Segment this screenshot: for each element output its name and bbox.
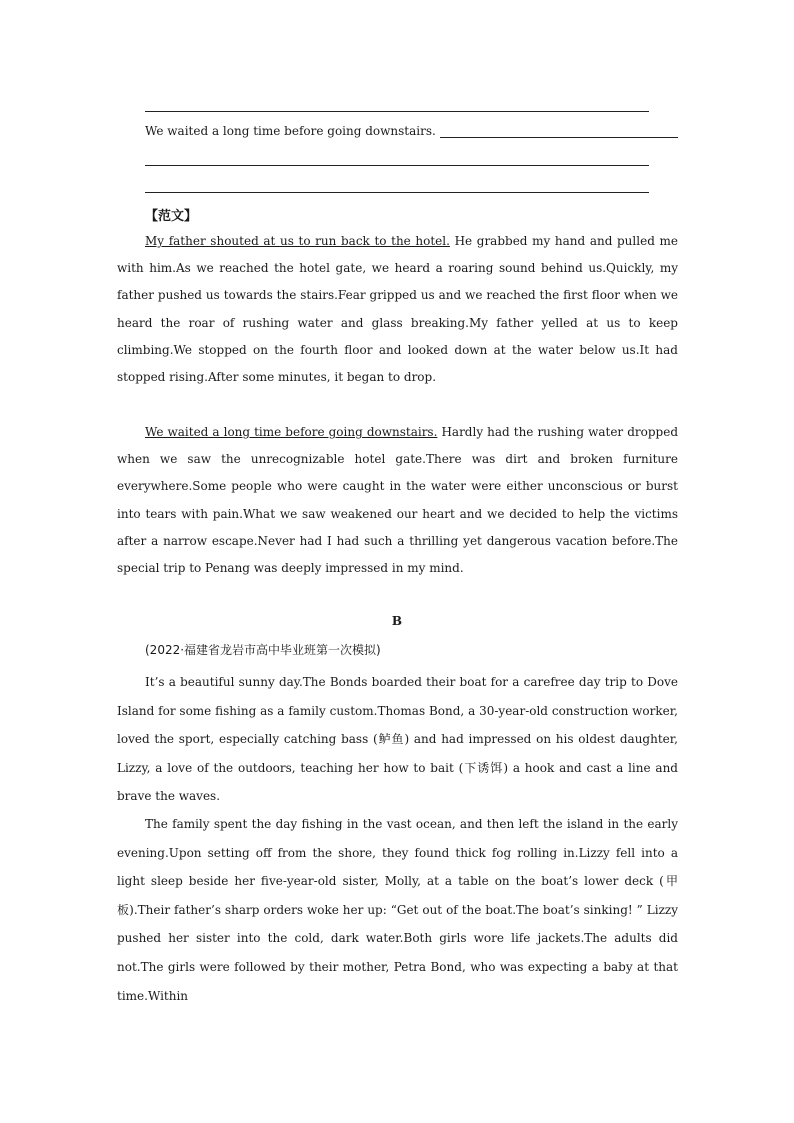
answer-blank-inline[interactable] [440, 125, 678, 138]
model-essay-p2-lead: We waited a long time before going downstairs. [145, 425, 438, 439]
section-letter: B [391, 614, 403, 628]
model-essay-p1-lead: My father shouted at us to run back to the hotel. [145, 234, 450, 248]
story-paragraph-2: The family spent the day fishing in the vast ocean, and then left the island in the early evening.Upon setting off from the shore, they found thick fog rolling in.Lizzy fell into a light sleep beside her five-year-old sister, Molly, at a table on the boat’s lower deck (甲板).Their father’s sharp orders woke her up: “Get out of the boat.The boat’s sinking! ” Lizzy pushed her sister into the cold, dark water.Both girls wore life jackets.The adults did not.The girls were followed by their mother, Petra Bond, who was expecting a baby at that time.Within [117, 817, 678, 1003]
model-essay-p2-body: Hardly had the rushing water dropped when we saw the unrecognizable hotel gate.There was dirt and broken furniture everywhere.Some people who were caught in the water were either unconscious or burst into tears with pain.What we saw weakened our heart and we decided to help the victims after a narrow escape.Never had I had such a thrilling yet dangerous vacation before.The special trip to Penang was deeply impressed in my mind. [117, 425, 678, 576]
model-essay-p1-body: He grabbed my hand and pulled me with him.As we reached the hotel gate, we heard a roaring sound behind us.Quickly, my father pushed us towards the stairs.Fear gripped us and we reached the first floor when we heard the roar of rushing water and glass breaking.My father yelled at us to keep climbing.We stopped on the fourth floor and looked down at the water below us.It had stopped rising.After some minutes, it began to drop. [117, 234, 678, 385]
answer-blank-line-2[interactable] [145, 165, 649, 166]
answer-prompt-row [145, 124, 678, 138]
story-paragraph-1: It’s a beautiful sunny day.The Bonds boarded their boat for a carefree day trip to Dove Island for some fishing as a family custom.Thomas Bond, a 30-year-old construction worker, loved the sport, especially catching bass (鲈鱼) and had impressed on his oldest daughter, Lizzy, a love of the outdoors, teaching her how to bait (下诱饵) a hook and cast a line and brave the waves. [117, 675, 678, 804]
answer-prompt-text: We waited a long time before going downstairs. [145, 124, 436, 138]
answer-blank-line-3[interactable] [145, 192, 649, 193]
model-essay-heading: 【范文】 [145, 209, 198, 224]
answer-blank-line-1[interactable] [145, 111, 649, 112]
model-essay-paragraph-1 [117, 228, 678, 391]
source-citation: (2022·福建省龙岩市高中毕业班第一次模拟) [145, 643, 381, 657]
model-essay-paragraph-2 [117, 419, 678, 582]
